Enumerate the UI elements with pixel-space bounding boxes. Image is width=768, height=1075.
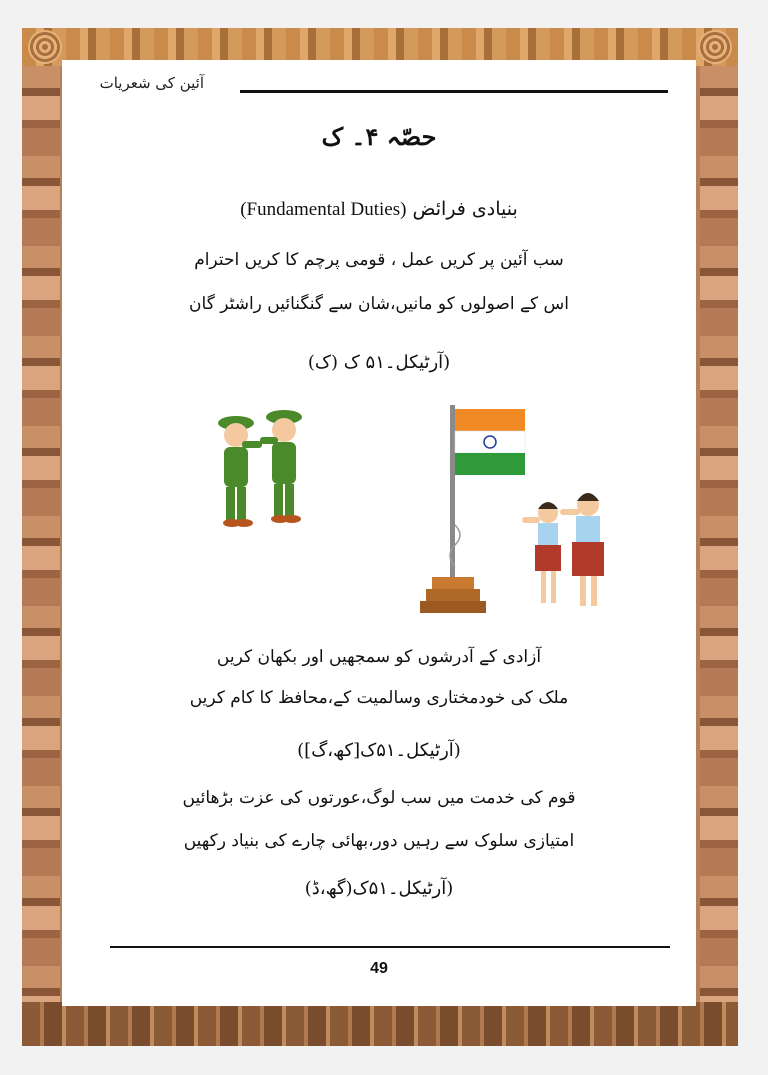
border-bottom-band [22,1002,738,1046]
footer-rule [110,946,670,948]
duties-heading-urdu: بنیادی فرائض [412,198,518,220]
stanza3-article: (آرٹیکل۔۵۱ک(گھ،ڈ) [304,878,454,899]
stanza1-line2: اس کے اصولوں کو مانیں،شان سے گنگنائیں راشٹر گان [189,294,569,314]
soldier-icon [260,410,302,523]
indian-flag-icon [420,405,525,613]
book-page [62,60,696,1006]
stanza2-line2: ملک کی خودمختاری وسالمیت کے،محافظ کا کام کریں [189,688,569,708]
stanza2-article: (آرٹیکل۔۵۱ک[کھ،گ]) [297,740,461,761]
stanza1-line1: سب آئین پر کریں عمل ، قومی پرچم کا کریں احترام [194,250,564,270]
section-title: حصّہ ۴۔ ک [321,122,437,151]
header-rule [240,90,668,93]
stanza1-article: (آرٹیکل۔۵۱ ک (ک) [307,352,451,373]
duties-heading-english: (Fundamental Duties) [240,199,407,220]
stanza3-line2: امتیازی سلوک سے رہیں دور،بھائی چارے کی بنیاد رکھیں [183,831,575,851]
spiral-ornament-right [698,30,732,64]
schoolgirl-icon [522,502,561,603]
page-number: 49 [370,960,388,977]
schoolgirl-icon [560,493,604,606]
stanza3-line1: قوم کی خدمت میں سب لوگ،عورتوں کی عزت بڑھائیں [182,788,576,808]
soldier-icon [218,416,262,527]
flag-salute-illustration [212,405,652,620]
pillar-left [22,66,60,1002]
stanza2-line1: آزادی کے آدرشوں کو سمجھیں اور بکھان کریں [216,647,542,667]
spiral-ornament-left [28,30,62,64]
pillar-right [700,66,738,1002]
duties-heading [62,198,696,221]
running-header-title: آئین کی شعریات [99,74,204,92]
